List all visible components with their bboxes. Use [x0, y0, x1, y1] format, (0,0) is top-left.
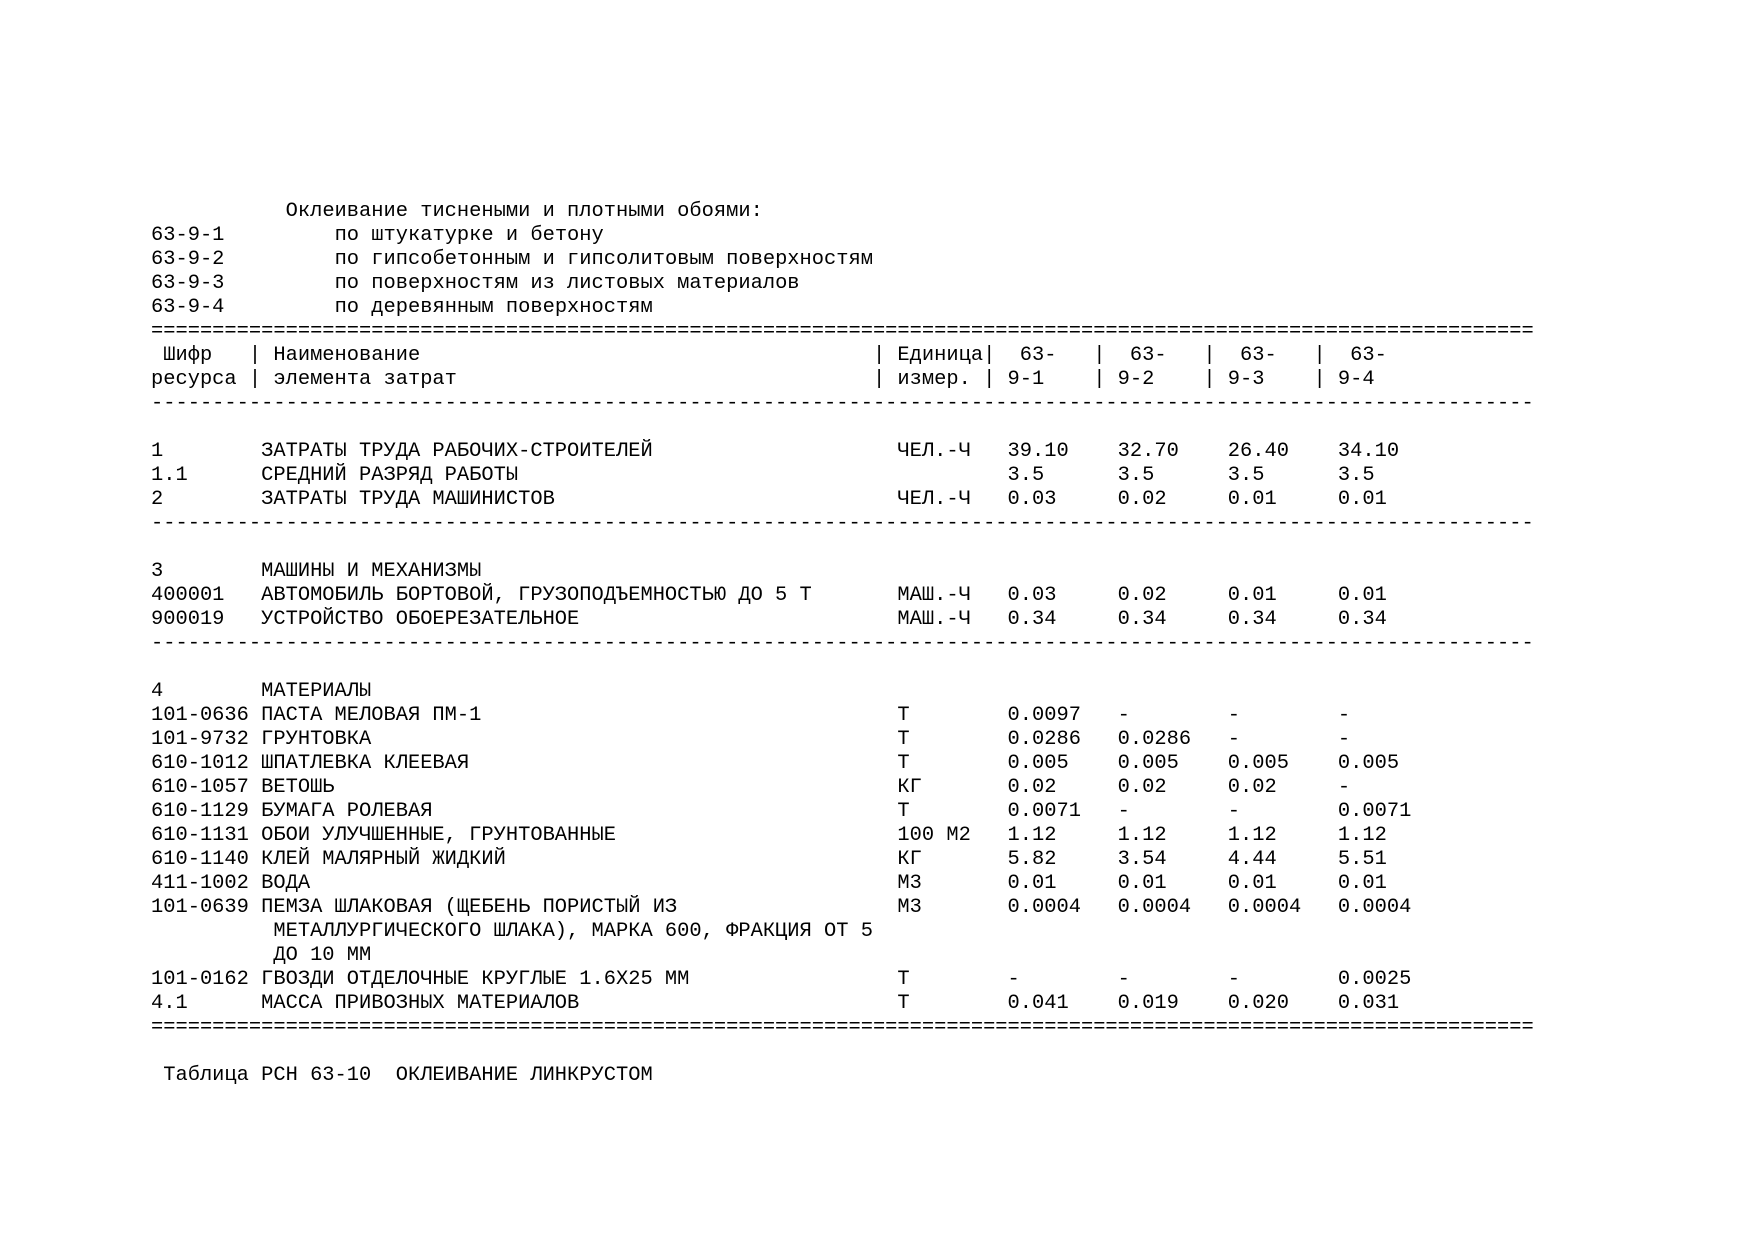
- single-separator: -----------------------------------------------------------------------------------------------------------------: [151, 632, 1534, 655]
- table-row: 610-1140 КЛЕЙ МАЛЯРНЫЙ ЖИДКИЙ КГ 5.82 3.54 4.44 5.51: [151, 848, 1387, 871]
- table-row: МЕТАЛЛУРГИЧЕСКОГО ШЛАКА), МАРКА 600, ФРАКЦИЯ ОТ 5: [151, 920, 873, 943]
- header-title: Оклеивание тиснеными и плотными обоями:: [285, 200, 763, 223]
- header-item-label: по деревянным поверхностям: [334, 296, 653, 319]
- table-caption: Таблица РСН 63-10 ОКЛЕИВАНИЕ ЛИНКРУСТОМ: [151, 1064, 653, 1087]
- table-row: 4.1 МАССА ПРИВОЗНЫХ МАТЕРИАЛОВ Т 0.041 0.019 0.020 0.031: [151, 992, 1400, 1015]
- header-item: [151, 296, 1534, 320]
- single-separator: -----------------------------------------------------------------------------------------------------------------: [151, 512, 1534, 535]
- table-row: 101-0636 ПАСТА МЕЛОВАЯ ПМ-1 Т 0.0097 - - -: [151, 704, 1351, 727]
- header-item: [151, 224, 1534, 248]
- header-item-label: по штукатурке и бетону: [334, 224, 604, 247]
- double-separator: =================================================================================================================: [151, 320, 1534, 343]
- blank-line: [151, 656, 1534, 680]
- table-row: 1 ЗАТРАТЫ ТРУДА РАБОЧИХ-СТРОИТЕЛЕЙ ЧЕЛ.-Ч 39.10 32.70 26.40 34.10: [151, 440, 1400, 463]
- table-row: 610-1057 ВЕТОШЬ КГ 0.02 0.02 0.02 -: [151, 776, 1351, 799]
- header-item-code: 63-9-3: [151, 272, 225, 295]
- indent: [224, 224, 334, 247]
- document-text: [151, 200, 1534, 1088]
- table-row: ДО 10 ММ: [151, 944, 372, 967]
- table-row: 101-0639 ПЕМЗА ШЛАКОВАЯ (ЩЕБЕНЬ ПОРИСТЫЙ ИЗ М3 0.0004 0.0004 0.0004 0.0004: [151, 896, 1412, 919]
- double-separator: =================================================================================================================: [151, 1016, 1534, 1039]
- table-row: 610-1129 БУМАГА РОЛЕВАЯ Т 0.0071 - - 0.0071: [151, 800, 1412, 823]
- single-separator: -----------------------------------------------------------------------------------------------------------------: [151, 392, 1534, 415]
- table-header-row: ресурса | элемента затрат | измер. | 9-1 | 9-2 | 9-3 | 9-4: [151, 368, 1375, 391]
- header-item-code: 63-9-1: [151, 224, 225, 247]
- table-row: 4 МАТЕРИАЛЫ: [151, 680, 372, 703]
- table-row: 900019 УСТРОЙСТВО ОБОЕРЕЗАТЕЛЬНОЕ МАШ.-Ч 0.34 0.34 0.34 0.34: [151, 608, 1387, 631]
- table-row: 101-0162 ГВОЗДИ ОТДЕЛОЧНЫЕ КРУГЛЫЕ 1.6Х25 ММ Т - - - 0.0025: [151, 968, 1412, 991]
- table-row: 1.1 СРЕДНИЙ РАЗРЯД РАБОТЫ 3.5 3.5 3.5 3.5: [151, 464, 1375, 487]
- indent: [224, 248, 334, 271]
- blank-line: [151, 1040, 1534, 1064]
- header-item: [151, 272, 1534, 296]
- table-row: 101-9732 ГРУНТОВКА Т 0.0286 0.0286 - -: [151, 728, 1351, 751]
- header-item-code: 63-9-4: [151, 296, 225, 319]
- header-title-line: [151, 200, 1534, 224]
- table-row: 2 ЗАТРАТЫ ТРУДА МАШИНИСТОВ ЧЕЛ.-Ч 0.03 0.02 0.01 0.01: [151, 488, 1387, 511]
- header-item-label: по гипсобетонным и гипсолитовым поверхностям: [334, 248, 873, 271]
- indent: [224, 296, 334, 319]
- indent: [151, 200, 286, 223]
- table-row: 400001 АВТОМОБИЛЬ БОРТОВОЙ, ГРУЗОПОДЪЕМНОСТЬЮ ДО 5 Т МАШ.-Ч 0.03 0.02 0.01 0.01: [151, 584, 1387, 607]
- indent: [224, 272, 334, 295]
- table-header-row: Шифр | Наименование | Единица| 63- | 63- | 63- | 63-: [151, 344, 1387, 367]
- table-row: 411-1002 ВОДА М3 0.01 0.01 0.01 0.01: [151, 872, 1387, 895]
- table-row: 610-1012 ШПАТЛЕВКА КЛЕЕВАЯ Т 0.005 0.005 0.005 0.005: [151, 752, 1400, 775]
- table-row: 610-1131 ОБОИ УЛУЧШЕННЫЕ, ГРУНТОВАННЫЕ 100 М2 1.12 1.12 1.12 1.12: [151, 824, 1387, 847]
- blank-line: [151, 416, 1534, 440]
- blank-line: [151, 536, 1534, 560]
- header-item-code: 63-9-2: [151, 248, 225, 271]
- table-row: 3 МАШИНЫ И МЕХАНИЗМЫ: [151, 560, 482, 583]
- header-item-label: по поверхностям из листовых материалов: [334, 272, 800, 295]
- header-item: [151, 248, 1534, 272]
